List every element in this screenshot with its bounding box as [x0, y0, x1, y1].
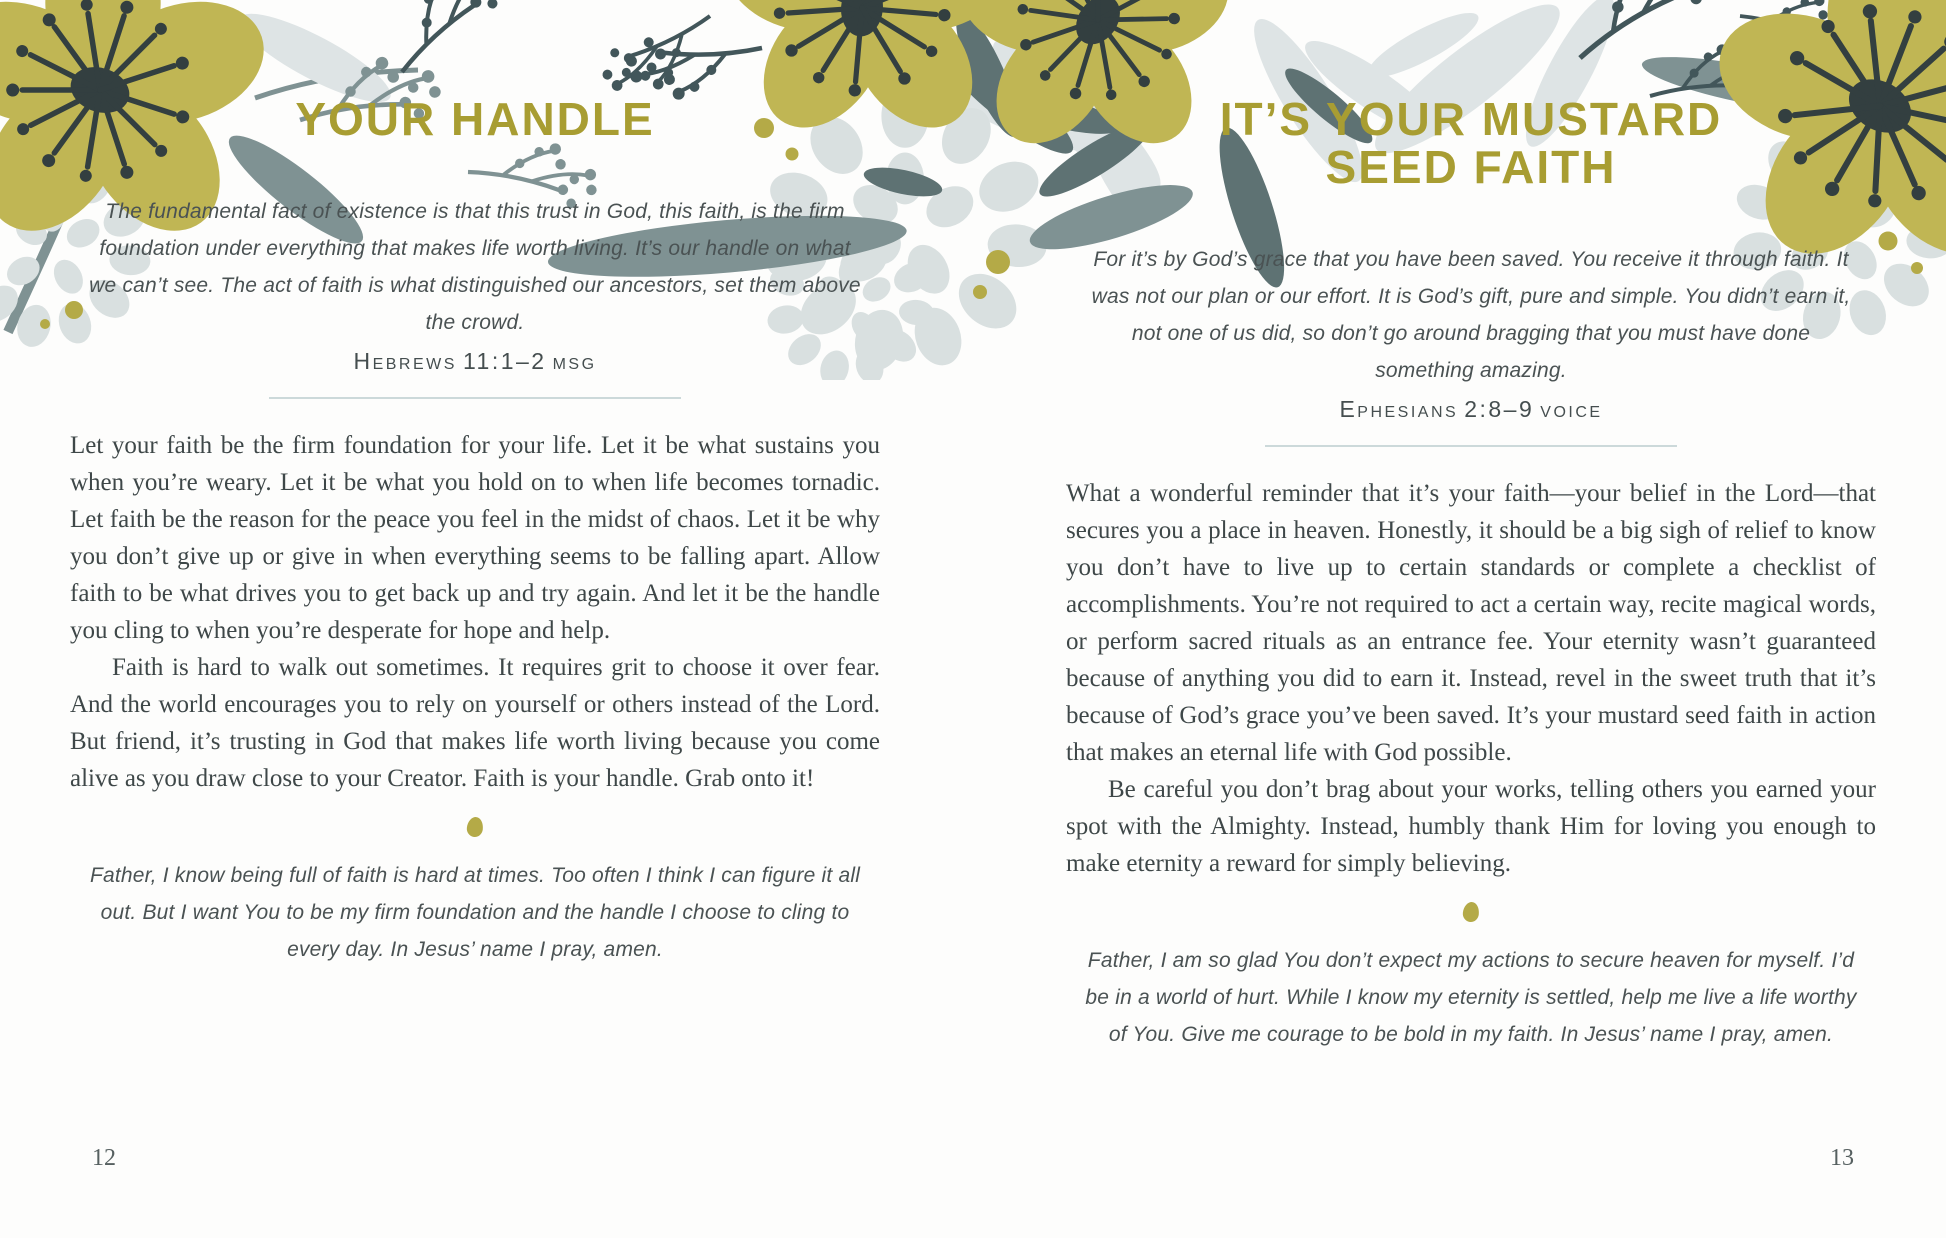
dot-separator [1462, 901, 1480, 923]
title-line: IT’S YOUR MUSTARD [1219, 93, 1723, 145]
reference-verse: 11:1–2 [462, 348, 547, 374]
reference-book: Ephesians [1339, 396, 1459, 422]
scripture-quote: The fundamental fact of existence is that this trust in God, this faith, is the firm foundation under everything that makes life worth living. It’s our handle on what we can’t see. The act of faith is what distinguished our ancestors, set them above the crowd. [89, 200, 861, 334]
prayer-text: Father, I am so glad You don’t expect my actions to secure heaven for myself. I’d be in a world of hurt. While I know my eternity is settled, help me live a life worthy of You. Give me courage to be bold in my faith. In Jesus’ name I pray, amen. [1085, 949, 1857, 1046]
reference-translation: voice [1540, 396, 1603, 422]
section-divider [1265, 445, 1677, 447]
page-number-left: 12 [92, 1145, 116, 1171]
body-paragraph: Let your faith be the firm foundation for your life. Let it be what sustains you when you’re weary. Let it be what you hold on to when life becomes tornadic. Let faith be the reason for the peace you feel in the midst of chaos. Let it be why you don’t give up or give in when everything seems to be falling apart. Allow faith to be what drives you to get back up and try again. And let it be the handle you cling to when you’re desperate for hope and help. [70, 432, 880, 644]
body-paragraph: What a wonderful reminder that it’s your faith—your belief in the Lord—that secures you a place in heaven. Honestly, it should be a big sigh of relief to know you don’t have to live up to certain standards or complete a checklist of accomplishments. You’re not required to act a certain way, recite magical words, or perform sacred rituals as an entrance fee. Your eternity wasn’t guaranteed because of anything you did to earn it. Instead, revel in the sweet truth that it’s because of God’s grace you’ve been saved. It’s your mustard seed faith in action that makes an eternal life with God possible. [1066, 480, 1876, 766]
title-line: SEED FAITH [1325, 141, 1617, 193]
scripture-reference [70, 348, 880, 375]
scripture-quote: For it’s by God’s grace that you have been saved. You receive it through faith. It was not our plan or our effort. It is God’s gift, pure and simple. You didn’t earn it, not one of us did, so don’t go around bragging that you must have done something amazing. [1091, 248, 1851, 382]
body-paragraph: Be careful you don’t brag about your works, telling others you earned your spot with the Almighty. Instead, humbly thank Him for loving you enough to make eternity a reward for simply believing. [1066, 776, 1876, 877]
right-page [1066, 95, 1876, 1053]
reference-verse: 2:8–9 [1464, 396, 1535, 422]
title-line: YOUR HANDLE [295, 93, 655, 145]
reference-translation: msg [552, 348, 597, 374]
dot-separator [466, 816, 484, 838]
devotion-body [1066, 475, 1876, 882]
scripture-reference [1066, 396, 1876, 423]
devotion-title [1066, 95, 1876, 191]
devotion-title [70, 95, 880, 143]
prayer-text: Father, I know being full of faith is hard at times. Too often I think I can figure it all out. But I want You to be my firm foundation and the handle I choose to cling to every day. In Jesus’ name I pray, amen. [89, 864, 861, 961]
devotion-body [70, 427, 880, 797]
left-page [70, 95, 880, 968]
reference-book: Hebrews [353, 348, 457, 374]
body-paragraph: Faith is hard to walk out sometimes. It requires grit to choose it over fear. And the world encourages you to rely on yourself or others instead of the Lord. But friend, it’s trusting in God that makes life worth living because you come alive as you draw close to your Creator. Faith is your handle. Grab onto it! [70, 654, 880, 792]
page-number-right: 13 [1830, 1145, 1854, 1171]
berry-sprig-icon [370, 0, 517, 72]
section-divider [269, 397, 681, 399]
